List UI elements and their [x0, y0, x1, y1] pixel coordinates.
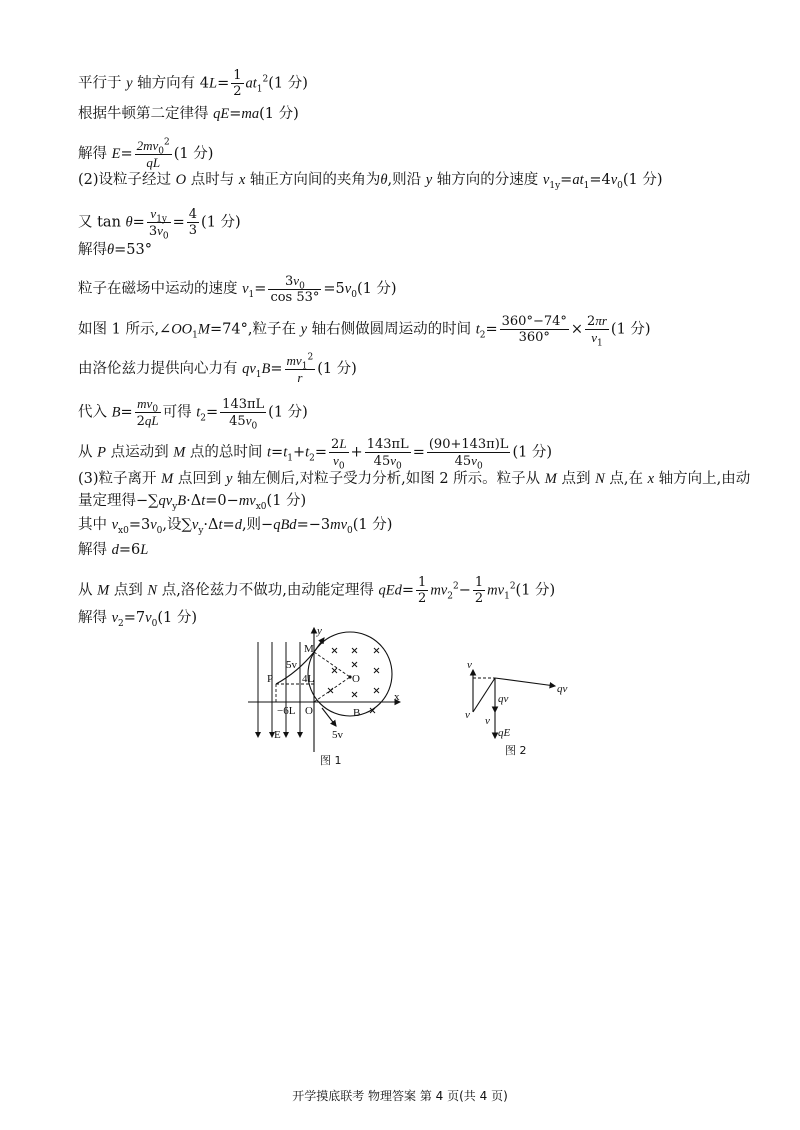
- label-5v0-top: 5v: [286, 659, 297, 671]
- label-v: v: [465, 709, 470, 721]
- label-M: M: [304, 643, 314, 655]
- label-vx: v: [467, 659, 472, 671]
- solution-line-6: 解得θ=53°: [78, 242, 152, 258]
- label-y: y: [317, 625, 322, 637]
- label-qE: qE: [498, 727, 511, 739]
- solution-line-4: (2)设粒子经过 O 点时与 x 轴正方向间的夹角为θ,则沿 y 轴方向的分速度 $v_{1y}=at_1=4v_0(1$ 分): [78, 172, 663, 191]
- qvyB-arrow: [495, 678, 555, 686]
- figure-2-caption: 图 2: [505, 744, 527, 757]
- label-qvyB: qv: [557, 683, 568, 695]
- solution-line-9: 由洛伦兹力提供向心力有 $qv_1B=$ $\frac{mv_1^2}{r}$ (1 分): [78, 352, 357, 385]
- solution-line-14: 其中 $v_{x0}=3v_0$,设$\sum v_y\cdot\Delta t=d$,则$-qBd=-3mv_0(1$ 分): [78, 517, 393, 536]
- solution-line-2: 根据牛顿第二定律得 qE=ma(1 分): [78, 106, 299, 122]
- label-P: P: [267, 673, 274, 685]
- solution-line-11: 从 P 点运动到 M 点的总时间 $t=t_1+t_2=$ $\frac{2L}{v_0}$ + $\frac{143\pi L}{45v_0}$ = $\frac{(90+143\pi)L}{45v_0}$ (1 分): [78, 436, 553, 472]
- label-x: x: [394, 691, 400, 703]
- label-B: B: [353, 707, 361, 719]
- solution-line-3: 解得 E= $\frac{2mv_0^2}{qL}$ (1 分): [78, 137, 214, 170]
- velocity-at-M-arrow: [314, 638, 324, 652]
- label-4L: 4L: [302, 673, 315, 685]
- radius-line: [314, 652, 350, 677]
- label-E: E: [274, 729, 281, 741]
- label-O1: O: [352, 673, 360, 685]
- solution-line-12: (3)粒子离开 M 点回到 y 轴左侧后,对粒子受力分析,如图 2 所示。粒子从 M 点到 N 点,在 x 轴方向上,由动: [78, 471, 751, 487]
- label-vy: v: [485, 715, 490, 727]
- solution-line-5: 又 tan θ= $\frac{v_{1y}}{3v_0}$ = $\frac{4}{3}$ (1 分): [78, 206, 241, 242]
- solution-line-8: 如图 1 所示$,\angle OO_1M=74^\circ$,粒子在 y 轴右侧做圆周运动的时间 $t_2=$ $\frac{360^\circ-74^\circ}{360^\circ}$ × $\frac{2\pi r}{v_1}$ (1 分): [78, 313, 651, 349]
- page-footer: 开学摸底联考 物理答案 第 4 页(共 4 页): [292, 1089, 508, 1103]
- label-minus-6L: −6L: [277, 705, 296, 717]
- solution-line-13: 量定理得$-\sum qv_yB\cdot\Delta t=0-mv_{x0}(1$ 分): [78, 493, 307, 512]
- figure-1-diagram: [240, 622, 410, 767]
- figure-1-caption: 图 1: [320, 754, 342, 767]
- solution-line-10: 代入 B= $\frac{mv_0}{2qL}$ 可得 $t_2=$ $\frac{143\pi L}{45v_0}$ (1 分): [78, 396, 308, 432]
- solution-line-16: 从 M 点到 N 点,洛伦兹力不做功,由动能定理得 qEd= $\frac{1}{2}$ $mv_2^2-$ $\frac{1}{2}$ $mv_1^2(1$ 分): [78, 575, 556, 606]
- label-O: O: [305, 705, 313, 717]
- radius-line: [314, 677, 350, 702]
- solution-line-7: 粒子在磁场中运动的速度 $v_1=$ $\frac{3v_0}{\cos 53^\circ}$ $=5v_0(1$ 分): [78, 273, 397, 305]
- solution-line-1: 平行于 y 轴方向有 4L= $\frac{1}{2}$ $at_1^2(1$ 分): [78, 68, 308, 99]
- magnetic-field-region: [308, 632, 392, 716]
- label-5v0-bottom: 5v: [332, 729, 343, 741]
- figure-2-force-diagram: [455, 650, 585, 760]
- solution-line-15: 解得 d=6L: [78, 542, 149, 558]
- v-line: [473, 678, 495, 712]
- label-qvxB: qv: [498, 693, 509, 705]
- solution-line-17: 解得 $v_2=7v_0(1$ 分): [78, 610, 197, 629]
